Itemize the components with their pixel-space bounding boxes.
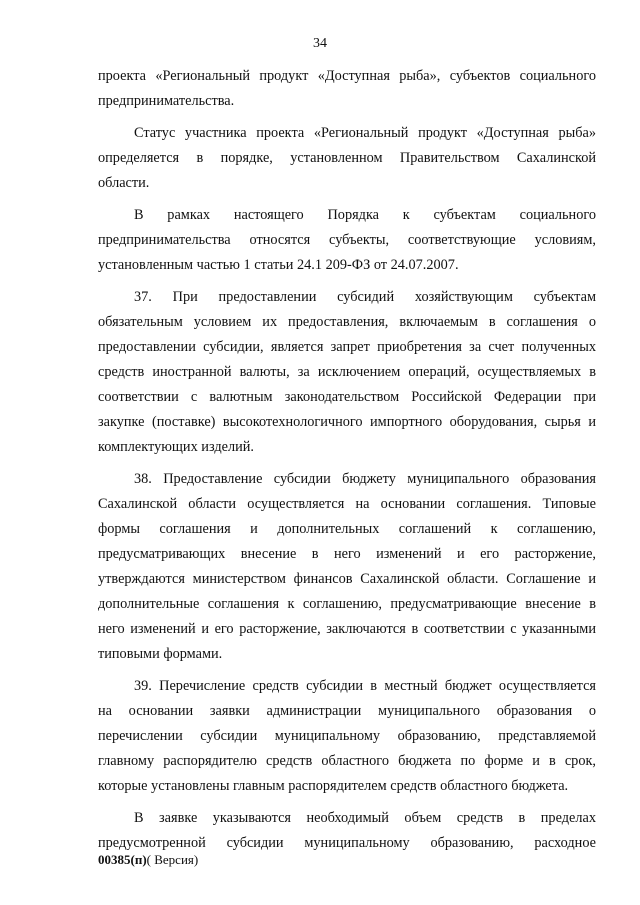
text-line: типовыми формами.	[98, 646, 223, 662]
footer	[98, 852, 198, 868]
document-code: 00385(п)	[98, 852, 147, 867]
text-line: комплектующих изделий.	[98, 439, 254, 455]
document-version: ( Версия)	[146, 852, 199, 867]
page-number: 34	[313, 36, 327, 51]
text-line: утверждаются министерством финансов Сахалинской области. Соглашение и	[98, 571, 596, 587]
text-line: 38. Предоставление субсидии бюджету муниципального образования	[134, 471, 596, 487]
text-line: В заявке указываются необходимый объем средств в пределах	[134, 810, 596, 826]
text-line: проекта «Региональный продукт «Доступная рыба», субъектов социального	[98, 68, 596, 84]
text-line: главному распорядителю средств областного бюджета по форме и в срок,	[98, 753, 596, 769]
document-body	[98, 64, 596, 856]
text-line: предоставлении субсидии, является запрет приобретения за счет полученных	[98, 339, 596, 355]
text-line: него изменений и его расторжение, заключаются в соответствии с указанными	[98, 621, 596, 637]
text-line: предпринимательства относятся субъекты, соответствующие условиям,	[98, 232, 596, 248]
text-line: соответствии с валютным законодательством Российской Федерации при	[98, 389, 596, 405]
text-line: предусматривающих внесение в него изменений и его расторжение,	[98, 546, 596, 562]
text-line: которые установлены главным распорядителем средств областного бюджета.	[98, 778, 569, 794]
text-line: Сахалинской области осуществляется на основании соглашения. Типовые	[98, 496, 596, 512]
text-line: В рамках настоящего Порядка к субъектам социального	[134, 207, 596, 223]
text-line: 39. Перечисление средств субсидии в местный бюджет осуществляется	[134, 678, 596, 694]
text-line: установленным частью 1 статьи 24.1 209-ФЗ от 24.07.2007.	[98, 257, 459, 273]
text-line: 37. При предоставлении субсидий хозяйствующим субъектам	[134, 289, 596, 305]
text-line: области.	[98, 175, 150, 191]
text-line: обязательным условием их предоставления, включаемым в соглашения о	[98, 314, 596, 330]
text-line: формы соглашения и дополнительных соглашений к соглашению,	[98, 521, 596, 537]
text-line: определяется в порядке, установленном Правительством Сахалинской	[98, 150, 596, 166]
text-line: перечислении субсидии муниципальному образованию, представляемой	[98, 728, 596, 744]
text-line: средств иностранной валюты, за исключением операций, осуществляемых в	[98, 364, 596, 380]
text-line: предусмотренной субсидии муниципальному образованию, расходное	[98, 835, 596, 851]
text-line: на основании заявки администрации муниципального образования о	[98, 703, 596, 719]
text-line: Статус участника проекта «Региональный продукт «Доступная рыба»	[134, 125, 596, 141]
text-line: дополнительные соглашения к соглашению, предусматривающие внесение в	[98, 596, 596, 612]
text-line: закупке (поставке) высокотехнологичного импортного оборудования, сырья и	[98, 414, 596, 430]
text-line: предпринимательства.	[98, 93, 235, 109]
